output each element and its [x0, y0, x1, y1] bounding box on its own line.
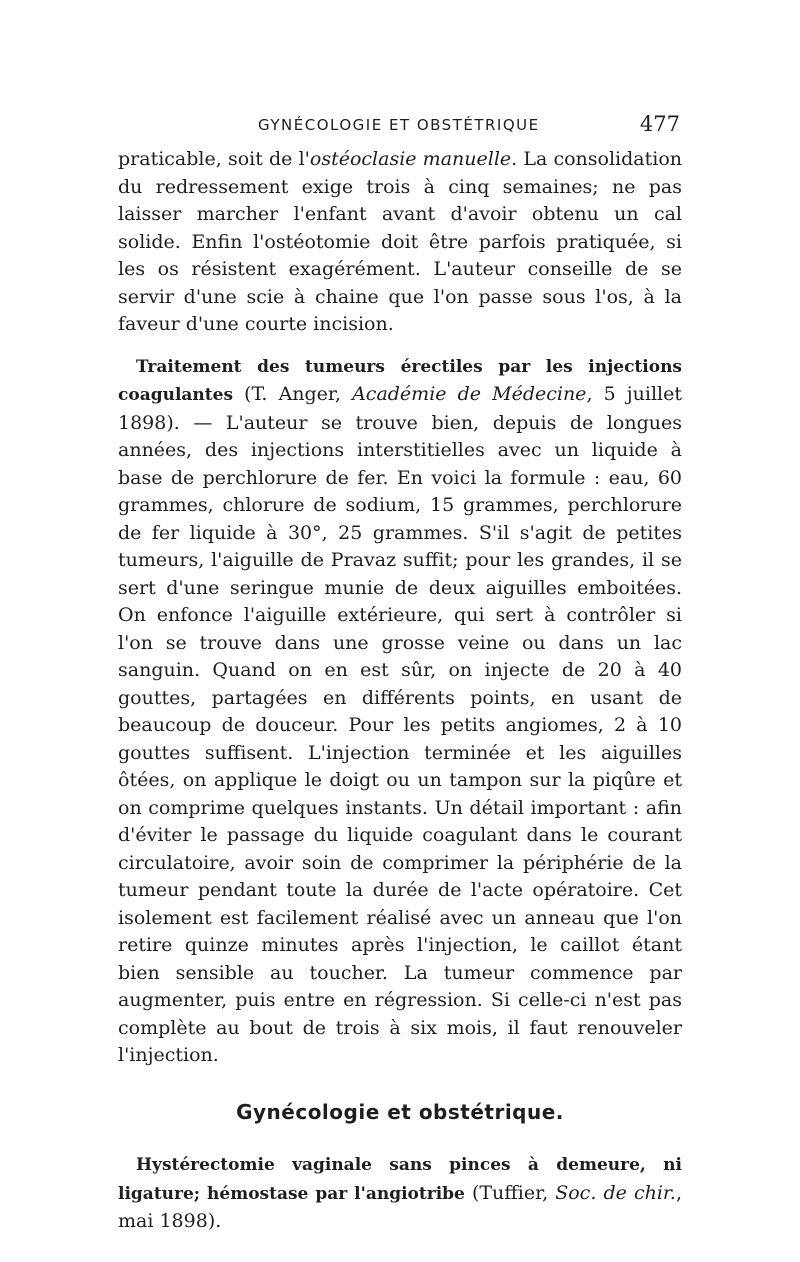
page-header [118, 112, 680, 142]
p2-source-italic: Académie de Médecine [352, 383, 587, 405]
article-title-hysterectomie: Hystérectomie vaginale sans pinces à demeure, ni ligature; hémostase par l'angiotribe [118, 1155, 682, 1204]
p3-text-a: (Tuffier, [464, 1181, 556, 1204]
body-text [118, 146, 682, 1236]
p2-text-c: , 5 juillet 1898). — L'auteur se trouve bien, depuis de longues années, des injections interstitielles avec un liquide à base de perchlorure de fer. En voici la formule : eau, 60 grammes, chlorure de sodium, 15 grammes, perchlorure de fer liquide à 30°, 25 grammes. S'il s'agit de petites tumeurs, l'aiguille de Pravaz suffit; pour les grandes, il se sert d'une seringue munie de deux aiguilles emboitées. On enfonce l'aiguille extérieure, qui sert à contrôler si l'on se trouve dans une grosse veine ou dans un lac sanguin. Quand on en est sûr, on injecte de 20 à 40 gouttes, partagées en différents points, en usant de beaucoup de douceur. Pour les petits angiomes, 2 à 10 gouttes suffisent. L'injection terminée et les aiguilles ôtées, on applique le doigt ou un tampon sur la piqûre et on comprime quelques instants. Un détail important : afin d'éviter le passage du liquide coagulant dans le courant circulatoire, avoir soin de comprimer la périphérie de la tumeur pendant toute la durée de l'acte opératoire. Cet isolement est facilement réalisé avec un anneau que l'on retire quinze minutes après l'injection, le caillot étant bien sensible au toucher. La tumeur commence par augmenter, puis entre en régression. Si celle-ci n'est pas complète au bout de trois à six mois, il faut renouveler l'injection. [118, 383, 683, 1066]
running-title: GYNÉCOLOGIE ET OBSTÉTRIQUE [258, 116, 540, 134]
section-heading: Gynécologie et obstétrique. [236, 1099, 564, 1124]
p1-text-c: . La consolidation du redressement exige trois à cinq semaines; ne pas laisser marcher l'enfant avant d'avoir obtenu un cal solide. Enfin l'ostéotomie doit être parfois pratiquée, si les os résistent exagérément. L'auteur conseille de se servir d'une scie à chaine que l'on passe sous l'os, à la faveur d'une courte incision. [118, 148, 682, 335]
article-title-tumeurs: Traitement des tumeurs érectiles par les injections coagulantes [118, 356, 682, 405]
p2-text-a: (T. Anger, [233, 383, 353, 405]
p3-source-italic: Soc. de chir. [555, 1181, 676, 1204]
paragraph-tumeurs-erectiles [118, 353, 682, 1070]
paragraph-osteoclasie [118, 146, 682, 339]
p3-text-c: , mai 1898). [118, 1181, 682, 1232]
p1-italic-term: ostéoclasie manuelle [309, 148, 512, 170]
page-number: 477 [639, 112, 680, 136]
paragraph-hysterectomie [118, 1151, 682, 1236]
p1-text-a: praticable, soit de l' [118, 148, 310, 170]
